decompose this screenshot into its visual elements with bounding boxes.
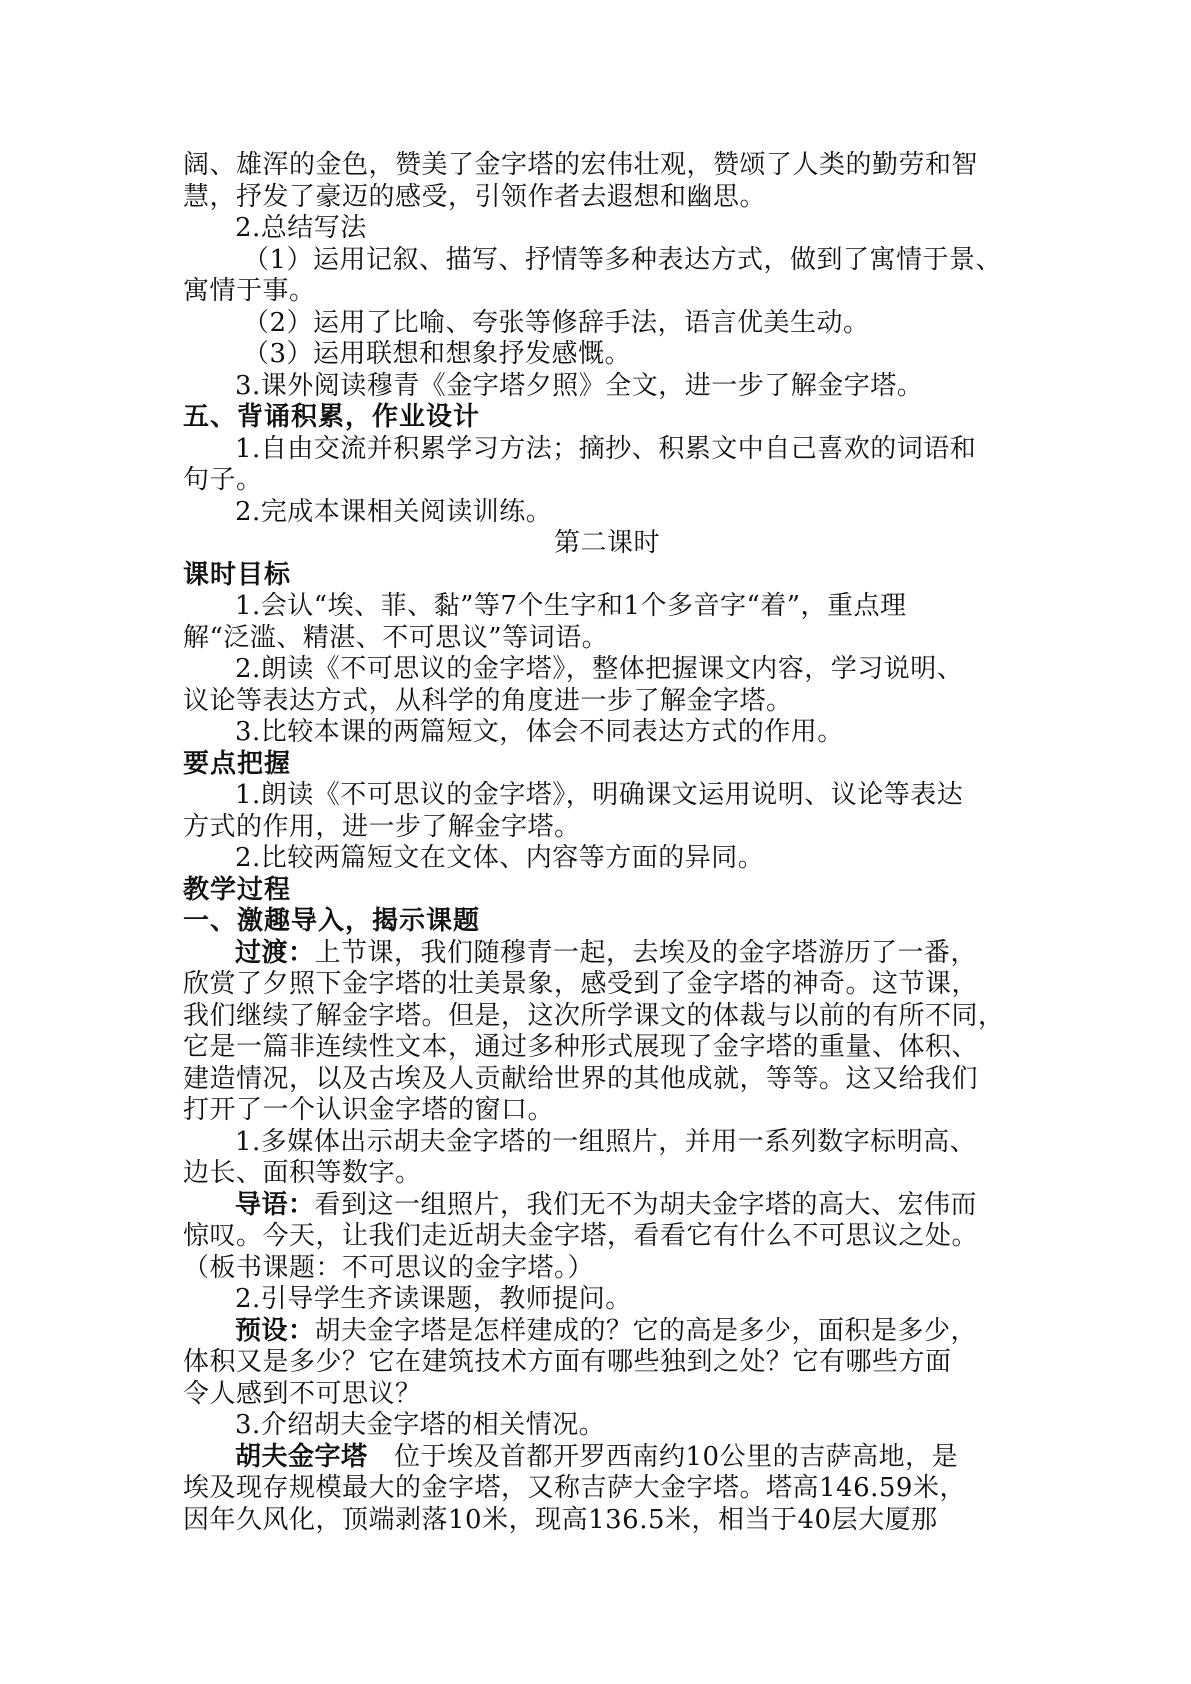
list-item: 3.比较本课的两篇短文，体会不同表达方式的作用。 xyxy=(235,717,844,747)
body-text: 位于埃及首都开罗西南约10公里的吉萨高地，是 xyxy=(367,1441,959,1472)
body-line: 慧，抒发了豪迈的感受，引领作者去遐想和幽思。 xyxy=(183,181,767,212)
body-line: 因年久风化，顶端剥落10米，现高136.5米，相当于40层大厦那 xyxy=(183,1504,938,1535)
list-item: （1）运用记叙、描写、抒情等多种表达方式，做到了寓情于景、 xyxy=(243,244,1003,275)
list-item: （3）运用联想和想象抒发感慨。 xyxy=(243,339,632,369)
body-line: 惊叹。今天，让我们走近胡夫金字塔，看看它有什么不可思议之处。 xyxy=(183,1221,979,1251)
list-item: 2.引导学生齐读课题，教师提问。 xyxy=(235,1284,632,1314)
body-line: 阔、雄浑的金色，赞美了金字塔的宏伟壮观，赞颂了人类的勤劳和智 xyxy=(183,150,979,180)
list-item: 2.朗读《不可思议的金字塔》，整体把握课文内容，学习说明、 xyxy=(235,654,964,684)
body-line: 令人感到不可思议？ xyxy=(183,1378,422,1409)
list-item: 2.总结写法 xyxy=(235,213,367,243)
document-page xyxy=(183,150,1023,1536)
list-item: 2.完成本课相关阅读训练。 xyxy=(235,496,553,527)
list-item: 2.比较两篇短文在文体、内容等方面的异同。 xyxy=(235,843,765,873)
body-line: 寓情于事。 xyxy=(183,276,316,306)
body-line: 欣赏了夕照下金字塔的壮美景象，感受到了金字塔的神奇。这节课， xyxy=(183,969,979,999)
body-line: 埃及现存规模最大的金字塔，又称吉萨大金字塔。塔高146.59米， xyxy=(183,1473,966,1503)
list-item: 1.多媒体出示胡夫金字塔的一组照片，并用一系列数字标明高、 xyxy=(235,1126,977,1157)
list-item: 3.课外阅读穆青《金字塔夕照》全文，进一步了解金字塔。 xyxy=(235,370,924,401)
bold-label: 过渡： xyxy=(235,937,315,968)
body-line: 方式的作用，进一步了解金字塔。 xyxy=(183,811,581,842)
section-heading: 五、背诵积累，作业设计 xyxy=(183,402,481,432)
section-heading: 教学过程 xyxy=(183,874,292,905)
paragraph-line xyxy=(183,1442,1023,1474)
body-line: 打开了一个认识金字塔的窗口。 xyxy=(183,1095,555,1125)
body-line: 建造情况，以及古埃及人贡献给世界的其他成就，等等。这又给我们 xyxy=(183,1063,979,1094)
section-heading: 要点把握 xyxy=(183,748,292,779)
body-line: 句子。 xyxy=(183,465,263,495)
body-line: 解“泛滥、精湛、不可思议”等词语。 xyxy=(183,622,609,653)
list-item: 1.朗读《不可思议的金字塔》，明确课文运用说明、议论等表达 xyxy=(235,780,964,810)
bold-label: 胡夫金字塔 xyxy=(235,1441,368,1472)
body-line: 议论等表达方式，从科学的角度进一步了解金字塔。 xyxy=(183,685,793,716)
list-item: （2）运用了比喻、夸张等修辞手法，语言优美生动。 xyxy=(243,307,870,338)
body-line: 我们继续了解金字塔。但是，这次所学课文的体裁与以前的有所不同， xyxy=(183,1000,1005,1031)
paragraph-line xyxy=(183,1190,1023,1222)
paragraph-line xyxy=(183,1316,1023,1348)
list-item: 1.会认“埃、菲、黏”等7个生字和1个多音字“着”，重点理 xyxy=(235,591,907,621)
body-line: 它是一篇非连续性文本，通过多种形式展现了金字塔的重量、体积、 xyxy=(183,1032,979,1062)
body-line: 边长、面积等数字。 xyxy=(183,1158,422,1188)
lesson-title: 第二课时 xyxy=(553,528,660,558)
body-line: （板书课题：不可思议的金字塔。） xyxy=(183,1252,595,1283)
body-text: 看到这一组照片，我们无不为胡夫金字塔的高大、宏伟而 xyxy=(314,1189,978,1220)
section-heading: 一、激趣导入，揭示课题 xyxy=(183,906,481,936)
body-text: 胡夫金字塔是怎样建成的？它的高是多少，面积是多少， xyxy=(314,1315,978,1346)
section-heading: 课时目标 xyxy=(183,559,292,590)
body-text: 上节课，我们随穆青一起，去埃及的金字塔游历了一番， xyxy=(314,937,978,968)
body-line: 体积又是多少？它在建筑技术方面有哪些独到之处？它有哪些方面 xyxy=(183,1347,952,1377)
bold-label: 预设： xyxy=(235,1315,315,1346)
list-item: 1.自由交流并积累学习方法；摘抄、积累文中自己喜欢的词语和 xyxy=(235,433,977,464)
paragraph-line xyxy=(183,938,1023,970)
bold-label: 导语： xyxy=(235,1189,315,1220)
list-item: 3.介绍胡夫金字塔的相关情况。 xyxy=(235,1410,606,1440)
